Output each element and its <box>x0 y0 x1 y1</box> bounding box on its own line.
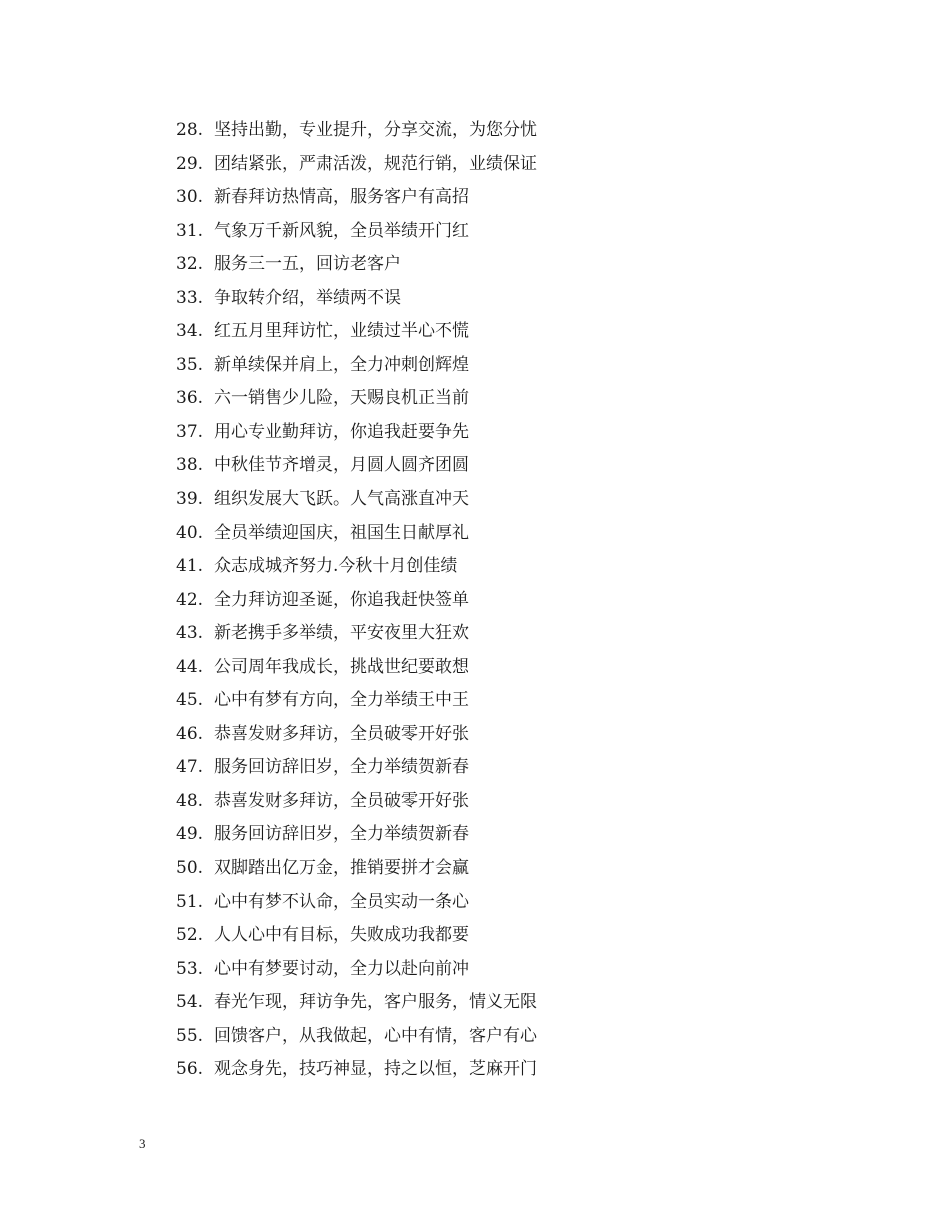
item-text: 服务三一五，回访老客户 <box>214 254 401 275</box>
item-number: 39. <box>176 489 204 510</box>
item-text: 服务回访辞旧岁，全力举绩贺新春 <box>214 824 469 845</box>
list-item <box>176 788 537 822</box>
item-number: 35. <box>176 354 204 375</box>
item-number: 38. <box>176 455 204 476</box>
item-number: 40. <box>176 522 204 543</box>
list-item <box>176 721 537 755</box>
item-number: 28. <box>176 120 204 140</box>
item-number: 29. <box>176 153 204 174</box>
list-item <box>176 989 537 1023</box>
item-text: 新老携手多举绩，平安夜里大狂欢 <box>214 623 469 644</box>
item-number: 50. <box>176 858 204 879</box>
item-text: 气象万千新风貌，全员举绩开门红 <box>214 220 469 241</box>
item-number: 36. <box>176 388 204 409</box>
item-number: 51. <box>176 891 204 912</box>
item-text: 双脚踏出亿万金，推销要拼才会赢 <box>214 858 469 879</box>
item-text: 人人心中有目标，失败成功我都要 <box>214 925 469 946</box>
item-number: 34. <box>176 321 204 342</box>
item-text: 团结紧张，严肃活泼，规范行销，业绩保证 <box>214 153 537 174</box>
item-number: 33. <box>176 287 204 308</box>
list-item <box>176 956 537 990</box>
list-item <box>176 754 537 788</box>
item-text: 全员举绩迎国庆，祖国生日献厚礼 <box>214 522 469 543</box>
item-number: 31. <box>176 220 204 241</box>
item-number: 32. <box>176 254 204 275</box>
item-number: 52. <box>176 925 204 946</box>
item-text: 争取转介绍，举绩两不误 <box>214 287 401 308</box>
item-number: 47. <box>176 757 204 778</box>
item-number: 43. <box>176 623 204 644</box>
list-item <box>176 385 537 419</box>
page-number: 3 <box>139 1136 146 1151</box>
list-item <box>176 553 537 587</box>
list-item <box>176 352 537 386</box>
item-text: 六一销售少儿险，天赐良机正当前 <box>214 388 469 409</box>
item-number: 42. <box>176 589 204 610</box>
item-text: 中秋佳节齐增灵，月圆人圆齐团圆 <box>214 455 469 476</box>
item-text: 春光乍现，拜访争先，客户服务，情义无限 <box>214 992 537 1013</box>
item-number: 55. <box>176 1025 204 1046</box>
list-item <box>176 1023 537 1057</box>
list-item <box>176 251 537 285</box>
item-text: 恭喜发财多拜访，全员破零开好张 <box>214 723 469 744</box>
item-text: 观念身先，技巧神显，持之以恒，芝麻开门 <box>214 1059 537 1080</box>
item-text: 公司周年我成长，挑战世纪要敢想 <box>214 656 469 677</box>
slogan-list <box>176 117 537 1090</box>
list-item <box>176 318 537 352</box>
item-text: 心中有梦有方向，全力举绩王中王 <box>214 690 469 711</box>
list-item <box>176 620 537 654</box>
item-text: 新春拜访热情高，服务客户有高招 <box>214 187 469 208</box>
item-number: 53. <box>176 958 204 979</box>
list-item <box>176 184 537 218</box>
list-item <box>176 486 537 520</box>
item-number: 56. <box>176 1059 204 1080</box>
list-item <box>176 117 537 151</box>
list-item <box>176 654 537 688</box>
item-text: 服务回访辞旧岁，全力举绩贺新春 <box>214 757 469 778</box>
item-number: 46. <box>176 723 204 744</box>
item-number: 41. <box>176 556 204 577</box>
list-item <box>176 520 537 554</box>
item-number: 49. <box>176 824 204 845</box>
list-item <box>176 419 537 453</box>
item-text: 全力拜访迎圣诞，你追我赶快签单 <box>214 589 469 610</box>
list-item <box>176 218 537 252</box>
list-item <box>176 1056 537 1090</box>
item-number: 37. <box>176 421 204 442</box>
item-text: 恭喜发财多拜访，全员破零开好张 <box>214 790 469 811</box>
item-number: 54. <box>176 992 204 1013</box>
list-item <box>176 687 537 721</box>
list-item <box>176 587 537 621</box>
item-text: 用心专业勤拜访，你追我赶要争先 <box>214 421 469 442</box>
item-text: 新单续保并肩上，全力冲刺创辉煌 <box>214 354 469 375</box>
item-number: 30. <box>176 187 204 208</box>
item-text: 心中有梦要讨动，全力以赴向前冲 <box>214 958 469 979</box>
list-item <box>176 889 537 923</box>
list-item <box>176 922 537 956</box>
item-text: 众志成城齐努力.今秋十月创佳绩 <box>214 556 458 577</box>
item-number: 45. <box>176 690 204 711</box>
list-item <box>176 285 537 319</box>
item-number: 44. <box>176 656 204 677</box>
item-text: 组织发展大飞跃。人气高涨直冲天 <box>214 489 469 510</box>
list-item <box>176 821 537 855</box>
item-text: 回馈客户，从我做起，心中有情，客户有心 <box>214 1025 537 1046</box>
list-item <box>176 151 537 185</box>
item-text: 红五月里拜访忙，业绩过半心不慌 <box>214 321 469 342</box>
list-item <box>176 452 537 486</box>
item-text: 心中有梦不认命，全员实动一条心 <box>214 891 469 912</box>
item-number: 48. <box>176 790 204 811</box>
item-text: 坚持出勤，专业提升，分享交流，为您分忧 <box>214 120 537 140</box>
list-item <box>176 855 537 889</box>
